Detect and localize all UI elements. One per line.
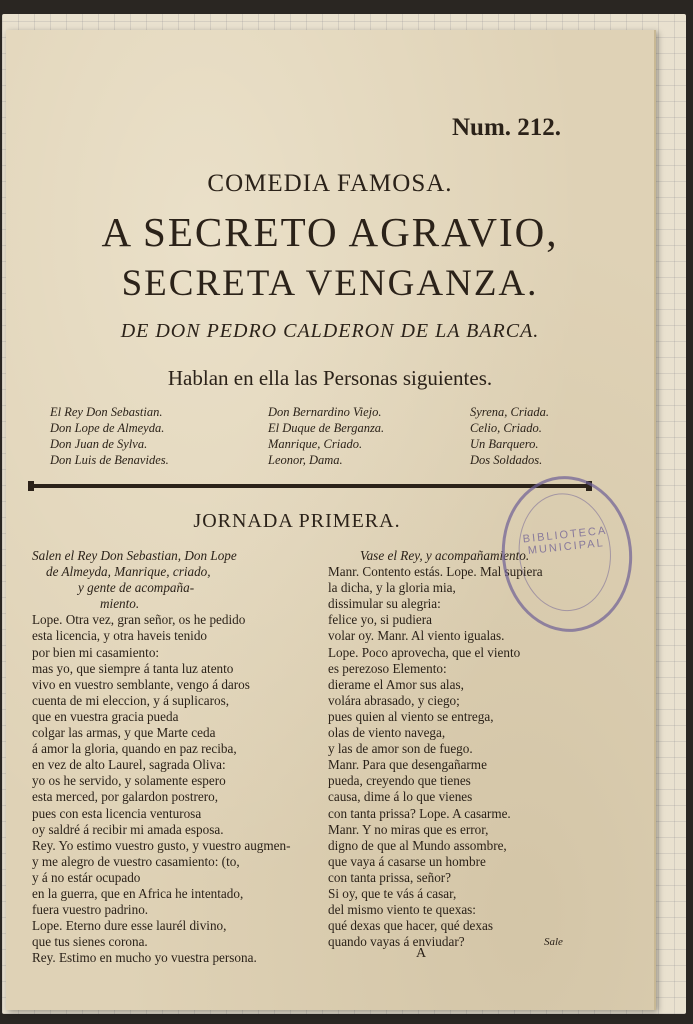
text-line: Rey. Yo estimo vuestro gusto, y vuestro augmen- [32,837,291,853]
cast-item: Don Juan de Sylva. [50,437,148,451]
text-line: olas de viento navega, [328,725,446,741]
play-title-line-2: SECRETA VENGANZA. [121,263,539,304]
text-line: Manr. Contento estás. Lope. Mal supiera [328,564,543,580]
text-line: Salen el Rey Don Sebastian, Don Lope [32,548,237,563]
text-line: colgar las armas, y que Marte ceda [32,725,216,741]
cast-column-3 [470,404,549,468]
cast-column-1 [50,404,169,468]
text-line: la dicha, y la gloria mia, [328,580,456,596]
text-line: felice yo, si pudiera [328,612,432,628]
text-line: oy saldré á recibir mi amada esposa. [32,821,224,837]
text-line: qué dexas que hacer, qué dexas [328,918,493,934]
text-line: miento. [100,596,140,612]
text-line: Lope. Eterno dure esse laurél divino, [32,918,227,934]
text-line: Manr. Y no miras que es error, [328,821,489,837]
comedia-heading: COMEDIA FAMOSA. [207,170,453,197]
book-page [6,30,656,1010]
text-line: yo os he servido, y solamente espero [32,773,226,789]
characters-heading: Hablan en ella las Personas siguientes. [167,366,493,390]
cast-item: Celio, Criado. [470,421,542,435]
cast-item: Don Bernardino Viejo. [268,405,382,419]
text-line: pueda, creyendo que tienes [328,773,471,789]
text-line: esta merced, por galardon postrero, [32,789,219,805]
text-line: volára abrasado, y ciego; [328,692,460,708]
play-title-line-1: A SECRETO AGRAVIO, [101,209,559,255]
author-line: DE DON PEDRO CALDERON DE LA BARCA. [120,320,540,342]
text-line: vivo en vuestro semblante, vengo á daros [32,676,250,692]
text-column-left [32,548,312,966]
text-line: y me alegro de vuestro casamiento: (to, [32,853,240,869]
text-line: y las de amor son de fuego. [328,741,473,757]
cast-column-2 [268,404,384,468]
text-line: es perezoso Elemento: [328,660,447,676]
text-line: y gente de acompaña- [78,580,195,596]
text-line: esta licencia, y otra haveis tenido [32,628,208,644]
text-line: con tanta prissa? Lope. A casarme. [328,805,511,821]
cast-item: El Duque de Berganza. [268,421,385,435]
text-line: con tanta prissa, señor? [328,869,452,885]
text-line: quando vayas á enviudar? [328,934,465,950]
cast-item: Dos Soldados. [470,453,543,467]
divider-rule [28,484,592,488]
text-line: fuera vuestro padrino. [32,902,149,918]
text-line: Si oy, que te vás á casar, [328,885,457,901]
text-line: Manr. Para que desengañarme [328,757,487,773]
text-line: pues con esta licencia venturosa [32,805,202,821]
text-line: cuenta de mi eleccion, y á suplicaros, [32,692,230,708]
text-line: del mismo viento te quexas: [328,902,476,918]
signature-mark: A [416,946,427,961]
text-line: de Almeyda, Manrique, criado, [46,564,211,580]
text-line: Lope. Otra vez, gran señor, os he pedido [32,612,246,628]
page-number: Num. 212. [452,114,562,141]
text-line: dierame el Amor sus alas, [328,676,464,692]
cast-item: Leonor, Dama. [268,453,343,467]
text-line: pues quien al viento se entrega, [328,708,494,724]
text-line: y á no estár ocupado [32,869,141,885]
cast-item: Don Luis de Benavides. [50,453,169,467]
cast-item: Manrique, Criado. [268,437,363,451]
text-line: en vez de alto Laurel, sagrada Oliva: [32,757,226,773]
text-line: por bien mi casamiento: [32,644,160,660]
text-line: Vase el Rey, y acompañamiento. [360,548,530,563]
text-line: que en vuestra gracia pueda [32,708,179,724]
cast-item: Un Barquero. [470,437,539,451]
text-line: que tus sienes corona. [32,934,148,950]
cast-item: Don Lope de Almeyda. [50,421,165,435]
text-line: digno de que al Mundo assombre, [328,837,507,853]
text-line: que vaya á casarse un hombre [328,853,486,869]
cast-item: Syrena, Criada. [470,405,550,419]
catchword: Sale [544,936,563,948]
text-line: mas yo, que siempre á tanta luz atento [32,660,234,676]
text-line: Rey. Estimo en mucho yo vuestra persona. [32,950,257,966]
text-line: volar oy. Manr. Al viento igualas. [328,628,505,644]
stamp-text: BIBLIOTECA MUNICIPAL [522,524,608,558]
text-line: Lope. Poco aprovecha, que el viento [328,644,521,660]
text-line: á amor la gloria, quando en paz reciba, [32,741,237,757]
text-line: dissimular su alegria: [328,596,441,612]
text-line: causa, dime á lo que vienes [328,789,473,805]
cast-item: El Rey Don Sebastian. [50,405,163,419]
text-line: en la guerra, que en Africa he intentado, [32,885,244,901]
act-heading: JORNADA PRIMERA. [193,510,401,532]
